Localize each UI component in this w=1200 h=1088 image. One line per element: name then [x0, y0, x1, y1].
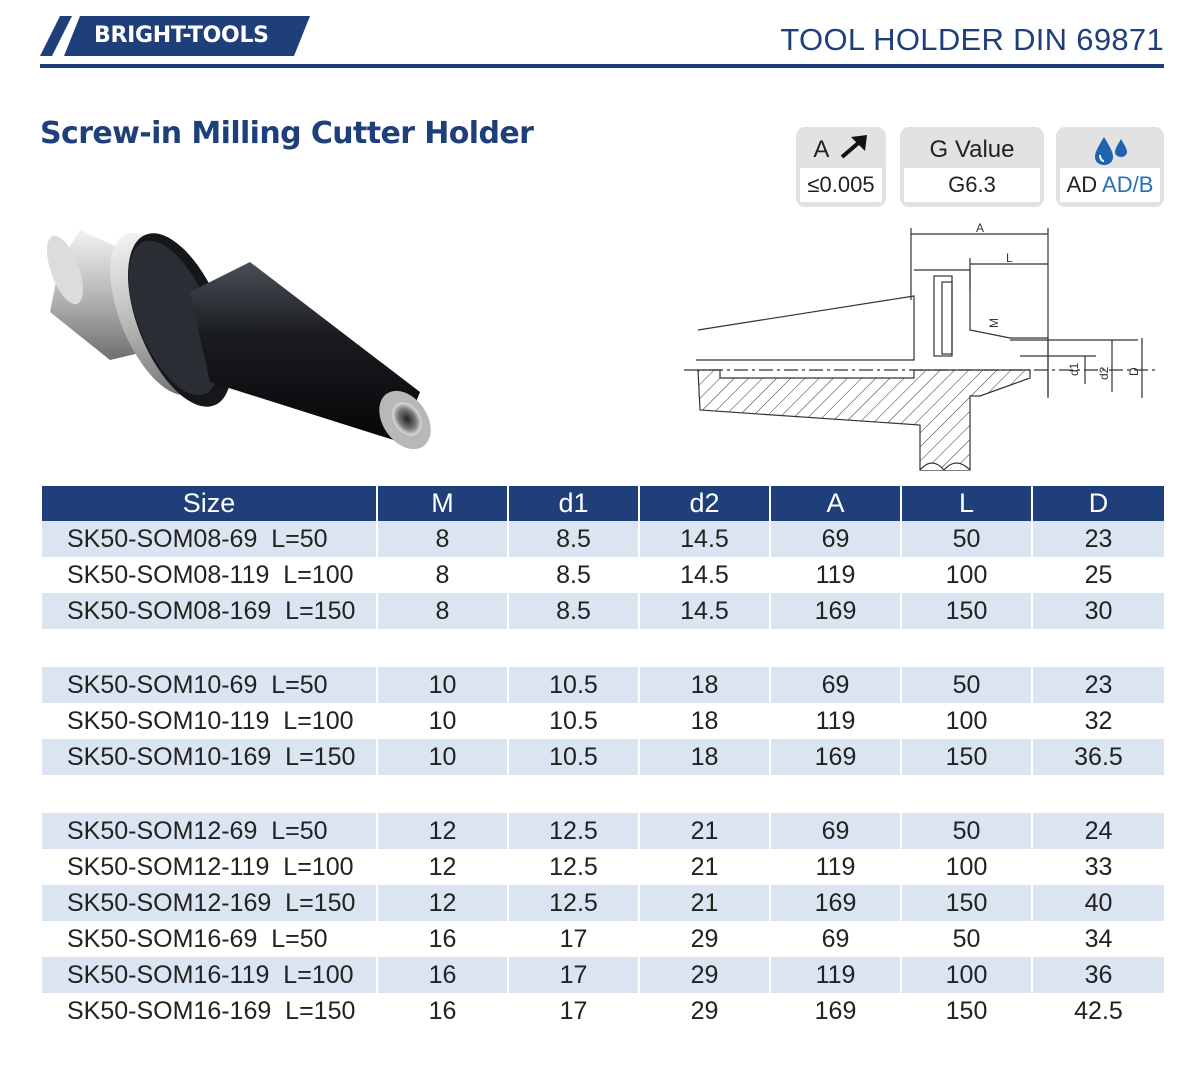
cell-d2: 21: [639, 885, 770, 921]
cell-a: 69: [770, 921, 901, 957]
cell-l: 150: [901, 593, 1032, 629]
cell-d1: 10.5: [508, 667, 639, 703]
table-row: [42, 957, 1164, 993]
cell-l: 150: [901, 993, 1032, 1029]
spec-table: [42, 486, 1164, 1029]
cell-size: SK50-SOM12-119 L=100: [67, 852, 354, 881]
product-category-title: TOOL HOLDER DIN 69871: [780, 22, 1164, 57]
cell-d2: 21: [639, 849, 770, 885]
cell-size: SK50-SOM08-119 L=100: [67, 560, 354, 589]
dim-label-d2: d2: [1097, 366, 1111, 380]
cell-a: 169: [770, 993, 901, 1029]
accuracy-label: A: [813, 136, 828, 163]
cell-l: 50: [901, 521, 1032, 557]
cell-d: 36: [1032, 957, 1164, 993]
cell-d1: 17: [508, 993, 639, 1029]
cell-d1: 17: [508, 921, 639, 957]
cell-a: 69: [770, 521, 901, 557]
dim-label-m: M: [987, 318, 1001, 328]
cell-d1: 8.5: [508, 521, 639, 557]
table-row: [42, 739, 1164, 775]
cell-l: 50: [901, 813, 1032, 849]
accuracy-value: ≤0.005: [800, 168, 882, 202]
cell-d2: 29: [639, 921, 770, 957]
cell-l: 100: [901, 849, 1032, 885]
coolant-drops-icon: [1090, 135, 1130, 167]
cell-size: SK50-SOM16-169 L=150: [67, 996, 356, 1025]
cell-d1: 8.5: [508, 593, 639, 629]
cell-m: 12: [377, 885, 508, 921]
technical-drawing: [680, 220, 1164, 480]
cell-size: SK50-SOM12-69 L=50: [42, 813, 377, 849]
cell-a: 119: [770, 957, 901, 993]
table-row: [42, 813, 1164, 849]
cell-d1: 17: [508, 957, 639, 993]
cell-m: 10: [377, 739, 508, 775]
dim-label-d1: d1: [1067, 362, 1081, 376]
table-row: [42, 557, 1164, 593]
coolant-badge-header: [1056, 133, 1164, 167]
cell-d1: 8.5: [508, 557, 639, 593]
cell-d2: 18: [639, 739, 770, 775]
tool-holder-illustration: [40, 222, 440, 462]
cell-d: 23: [1032, 667, 1164, 703]
cell-d: 36.5: [1032, 739, 1164, 775]
cell-m: 16: [377, 921, 508, 957]
cell-a: 69: [770, 813, 901, 849]
cell-m: 8: [377, 521, 508, 557]
table-row: [42, 993, 1164, 1029]
cell-d: 33: [1032, 849, 1164, 885]
cell-l: 150: [901, 739, 1032, 775]
cell-size: SK50-SOM10-169 L=150: [42, 739, 377, 775]
cell-l: 150: [901, 885, 1032, 921]
balance-label: G Value: [929, 136, 1015, 163]
coolant-value: [1060, 168, 1160, 202]
cell-d2: 18: [639, 667, 770, 703]
header-divider: [40, 64, 1164, 68]
coolant-value-ad: AD: [1066, 172, 1098, 197]
cell-a: 169: [770, 885, 901, 921]
cell-d: 24: [1032, 813, 1164, 849]
table-row: [42, 849, 1164, 885]
cross-section-diagram: [680, 220, 1164, 480]
table-row: [42, 667, 1164, 703]
cell-d1: 12.5: [508, 849, 639, 885]
diagonal-arrow-icon: [839, 135, 869, 159]
cell-d1: 12.5: [508, 813, 639, 849]
table-row: [42, 921, 1164, 957]
cell-size: SK50-SOM16-69 L=50: [67, 924, 328, 953]
cell-m: 8: [377, 593, 508, 629]
cell-d1: 10.5: [508, 703, 639, 739]
cell-size: SK50-SOM08-169 L=150: [42, 593, 377, 629]
table-row: [42, 885, 1164, 921]
cell-l: 100: [901, 957, 1032, 993]
cell-m: 12: [377, 849, 508, 885]
product-photo: [40, 222, 440, 462]
cell-d1: 10.5: [508, 739, 639, 775]
dim-label-a: A: [976, 221, 985, 235]
cell-size: SK50-SOM10-119 L=100: [67, 706, 354, 735]
cell-a: 169: [770, 739, 901, 775]
cell-l: 50: [901, 667, 1032, 703]
cell-m: 10: [377, 703, 508, 739]
cell-size: SK50-SOM12-169 L=150: [42, 885, 377, 921]
cell-d: 23: [1032, 521, 1164, 557]
cell-d2: 21: [639, 813, 770, 849]
table-row: [42, 593, 1164, 629]
coolant-badge: [1056, 127, 1164, 207]
cell-d1: 12.5: [508, 885, 639, 921]
cell-d2: 29: [639, 957, 770, 993]
cell-size: SK50-SOM16-119 L=100: [42, 957, 377, 993]
cell-d: 40: [1032, 885, 1164, 921]
accuracy-badge-header: [796, 133, 886, 167]
cell-size: SK50-SOM10-69 L=50: [42, 667, 377, 703]
brand-logo: [40, 16, 310, 56]
page-title: Screw-in Milling Cutter Holder: [40, 116, 534, 151]
cell-d: 30: [1032, 593, 1164, 629]
balance-badge: [900, 127, 1044, 207]
cell-d2: 18: [639, 703, 770, 739]
table-row: [42, 703, 1164, 739]
cell-l: 50: [901, 921, 1032, 957]
column-header-d2: d2: [639, 486, 770, 521]
cell-a: 69: [770, 667, 901, 703]
coolant-value-adb: AD/B: [1102, 172, 1154, 197]
cell-m: 16: [377, 957, 508, 993]
cell-m: 8: [377, 557, 508, 593]
accuracy-badge: [796, 127, 886, 207]
spec-table-header: [42, 486, 1164, 521]
cell-d: 25: [1032, 557, 1164, 593]
cell-d: 42.5: [1032, 993, 1164, 1029]
cell-d2: 14.5: [639, 593, 770, 629]
group-spacer: [42, 629, 1164, 667]
column-header-m: M: [377, 486, 508, 521]
cell-m: 12: [377, 813, 508, 849]
dim-label-l: L: [1006, 251, 1013, 265]
cell-d2: 14.5: [639, 557, 770, 593]
cell-size: SK50-SOM08-69 L=50: [42, 521, 377, 557]
cell-m: 10: [377, 667, 508, 703]
cell-m: 16: [377, 993, 508, 1029]
table-row: [42, 521, 1164, 557]
cell-d2: 29: [639, 993, 770, 1029]
cell-d: 32: [1032, 703, 1164, 739]
column-header-d: D: [1032, 486, 1164, 521]
cell-d2: 14.5: [639, 521, 770, 557]
cell-a: 119: [770, 557, 901, 593]
cell-a: 169: [770, 593, 901, 629]
column-header-a: A: [770, 486, 901, 521]
cell-l: 100: [901, 557, 1032, 593]
balance-value: G6.3: [904, 168, 1040, 202]
group-spacer: [42, 775, 1164, 813]
cell-l: 100: [901, 703, 1032, 739]
column-header-size: Size: [42, 486, 377, 521]
cell-d: 34: [1032, 921, 1164, 957]
dim-label-d: D: [1127, 367, 1141, 376]
column-header-l: L: [901, 486, 1032, 521]
brand-name: BRIGHT-TOOLS: [94, 23, 269, 48]
cell-a: 119: [770, 703, 901, 739]
column-header-d1: d1: [508, 486, 639, 521]
cell-a: 119: [770, 849, 901, 885]
